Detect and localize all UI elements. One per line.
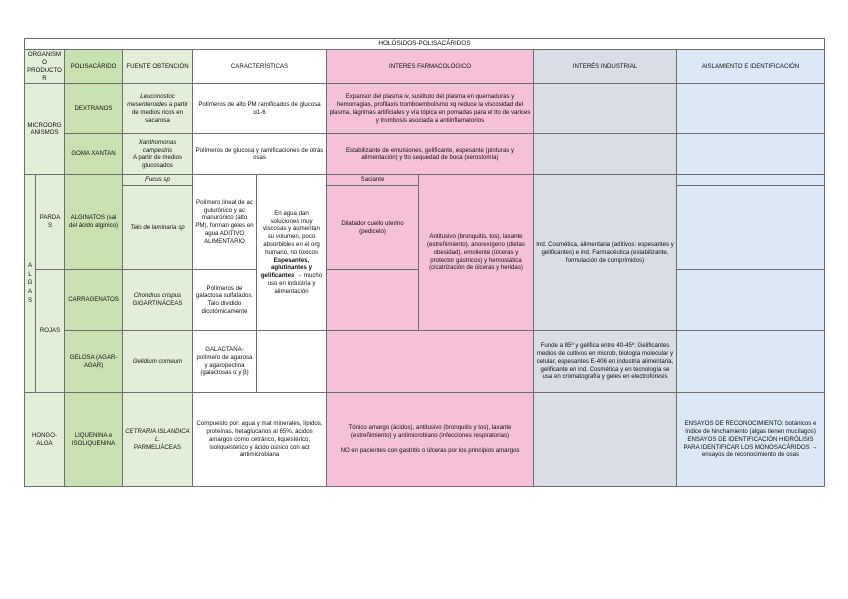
fuente-dextranos [123,84,193,134]
polisacarido-alginatos: ALGINATOS (sal del ácido algínico) [65,175,123,270]
shared-bold: Espesantes, aglutinantes y gelificantes [260,256,312,280]
fuente-gelosa: Gelidium corneum [123,331,193,393]
algas-letter: A [27,288,33,296]
fuente-liquenina [123,393,193,487]
group-hongo-alga: HONGO-ALGA [25,393,65,487]
farmacologico-alginatos: Antitusivo (bronquitis, tos), laxante (estreñimiento), anorexígeno (dietas obesidad), emoliente (úlceras y protector gástricos) y hemostática (cicatrización de úlceras y heridas) [419,175,534,331]
algas-letter: L [28,270,32,278]
aislamiento-alginatos [677,186,825,270]
polysaccharide-table [24,38,825,487]
caracteristicas-xantan: Polímeros de glucosa y ramificaciones de otras osas [193,134,327,175]
polisacarido-carragenatos: CARRAGENATOS [65,270,123,331]
header-farmacologico: INTERES FARMACOLÓGICO [327,50,534,84]
fuente-text: GIGARTINÁCEAS [132,300,183,308]
shared-text: En agua dan soluciones muy viscosas y aumentan su volumen, poco absorbibles en el org humano, no tóxicos [263,209,320,256]
saciante-cell: Saciante [327,175,419,186]
fuente-species: Chondrus crispus [133,292,182,300]
polisacarido-liquenina: LIQUENINA e ISOLIQUENINA [65,393,123,487]
polisacarido-xantan: GOMA XANTAN [65,134,123,175]
shared-tail: mucho uso en industria y alimentación [267,272,323,295]
farmacologico-dextranos: Expansor del plasma iv, sustituto del plasma en quemaduras y hemorragias, profilaxis tromboembolismo xq reduce la viscosidad del plasma, lágrimas artificiales y vía tópica en pomadas para el tto de varices y trombosis asociada a antiinflamatorios [327,84,534,134]
caracteristicas-shared [257,175,327,331]
algas-letter: A [27,261,33,269]
table-row [25,331,825,393]
aislamiento-gelosa [677,331,825,393]
caracteristicas-carragenatos: Polímeros de galactosa sulfatados. Talo dividido dicotómicamente [193,270,257,331]
group-pardas: PARDAS [36,175,65,270]
fuente-laminaria: Talo de laminaria sp [123,186,193,270]
industrial-gelosa: Funde a 85º y gelifica entre 40-45º: Gelificantes medios de cultivos en microb, biología molecular y celular, espesantes E-406 en industria alimentaria, gelificante en ind. Cosmética y en tecnología se usa en cromatografía y geles en electroforesis [534,331,677,393]
farmacologico-xantan: Estabilizante de emulsiones, gelificante, espesante (pinturas y alimentación) y tto sequedad de boca (xerostomía) [327,134,534,175]
industrial-shared: Ind. Cosmética, alimentaria (aditivos: espesantes y gelificantes) e ind. Farmacéutica (estabilizante, formulación de comprimidos) [534,175,677,331]
table-row [25,84,825,134]
farmacologico-gelosa [327,331,534,393]
header-caracteristicas: CARACTERÍSTICAS [193,50,327,84]
algas-label [28,262,33,304]
header-row [25,50,825,84]
aislamiento-fucus [677,175,825,186]
polysaccharide-table-sheet [24,38,824,487]
fuente-fucus: Fucus sp [123,175,193,186]
fuente-species: Xanthomonas campestris [138,138,177,154]
caracteristicas-liquenina: Compuesto por: agua y mat minerales, lípidos, proteínas, hetaglucanos al 65%, ácidos amargos como cetrárico, liquestérico, isoliquestérico y ácido úsnico con act antimicrobiana [193,393,327,487]
algas-letter: S [27,297,33,305]
header-organismo: ORGANISMO PRODUCTOR [25,50,65,84]
farmacologico-warning: NO en pacientes con gastritis o úlceras por los principios amargos [340,447,520,455]
aislamiento-carragenatos [677,270,825,331]
fuente-carragenatos [123,270,193,331]
polisacarido-dextranos: DEXTRANOS [65,84,123,134]
aislamiento-xantan [677,134,825,175]
algas-letter: G [27,279,33,287]
fuente-species: CETRARIA ISLANDICA L. [125,427,190,443]
header-industrial: INTERÉS INDUSTRIAL [534,50,677,84]
farmacologico-liquenina [327,393,534,487]
farmacologico-carragenatos [327,270,419,331]
fuente-text: PARMELIÁCEAS [134,443,181,451]
aislamiento-liquenina: ENSAYOS DE RECONOCIMIENTO: botánicos e índice de hinchamiento (algas tienen mucílagos) ENSAYOS DE IDENTIFICACIÓN HIDRÓLISIS PARA IDENTIFICAR LOS MONOSACÁRIDOS → ensayos de reconocimiento de osas [677,393,825,487]
table-title: HOLÓSIDOS-POLISACÁRIDOS [25,39,825,50]
table-row [25,134,825,175]
aislamiento-dextranos [677,84,825,134]
header-polisacarido: POLISACÁRIDO [65,50,123,84]
header-aislamiento: AISLAMIENTO E IDENTIFICACIÓN [677,50,825,84]
industrial-dextranos [534,84,677,134]
industrial-liquenina [534,393,677,487]
group-microorganismos: MICROORGANISMOS [25,84,65,175]
fuente-xantan [123,134,193,175]
table-row [25,175,825,186]
header-fuente: FUENTE OBTENCIÓN [123,50,193,84]
fuente-text: a partir de medios ricos en sacarosa [131,101,188,124]
dilatador-cell: Dilatador cuello uterino (pedicelo) [327,186,419,270]
caracteristicas-gelosa-blank [257,331,327,393]
caracteristicas-dextranos: Polímeros de alto PM ramificados de glucosa α1-6 [193,84,327,134]
caracteristicas-alginatos: Polímero lineal de ac gulurónico y ac manurónico (alto PM), forman geles en agua ADITIVO ALIMENTARIO [193,175,257,270]
fuente-text: A partir de medios glucosados [132,154,183,170]
group-algas [25,175,36,393]
caracteristicas-gelosa: GALACTANA- polímero de agarosa y agaropectina (galactosas α y β) [193,331,257,393]
farmacologico-text: Tónico amargo (ácidos), antitusivo (bronquitis y tos), laxante (estreñimiento) y antimicrobiano (infecciones respiratorias) [348,424,512,439]
arrow-icon: → [296,272,303,280]
table-row [25,393,825,487]
polisacarido-gelosa: GELOSA (AGAR-AGAR) [65,331,123,393]
fuente-species: Leuconostoc mesenteroides [127,93,175,109]
industrial-xantan [534,134,677,175]
group-rojas: ROJAS [36,270,65,393]
